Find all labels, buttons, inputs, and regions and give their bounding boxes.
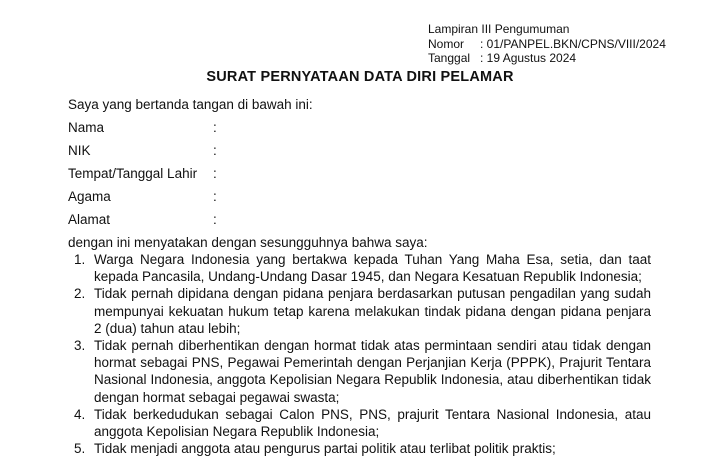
field-agama	[68, 189, 217, 204]
item-text: Warga Negara Indonesia yang bertakwa kepada Tuhan Yang Maha Esa, setia, dan taat kepada Pancasila, Undang-Undang Dasar 1945, dan Negara Kesatuan Republik Indonesia;	[94, 252, 651, 285]
list-item	[68, 337, 651, 406]
item-text: Tidak pernah diberhentikan dengan hormat tidak atas permintaan sendiri atau tidak dengan hormat sebagai PNS, Pegawai Pemerintah dengan Perjanjian Kerja (PPPK), Prajurit Tentara Nasional Indonesia, anggota Kepolisian Negara Republik Indonesia, atau diberhentikan tidak dengan hormat sebagai pegawai swasta;	[94, 338, 651, 405]
field-label: Agama	[68, 189, 111, 204]
intro-text: Saya yang bertanda tangan di bawah ini:	[68, 97, 313, 112]
attachment-tanggal	[428, 51, 666, 66]
field-label: Tempat/Tanggal Lahir	[68, 166, 198, 181]
field-nama	[68, 120, 217, 135]
list-item	[68, 285, 651, 337]
item-number: 1.	[74, 252, 86, 267]
field-alamat	[68, 212, 217, 227]
tanggal-value: : 19 Agustus 2024	[480, 51, 577, 65]
field-colon: :	[213, 189, 217, 204]
item-number: 4.	[74, 406, 86, 422]
item-text: Tidak berkedudukan sebagai Calon PNS, PNS, prajurit Tentara Nasional Indonesia, atau anggota Kepolisian Negara Republik Indonesia;	[94, 406, 651, 440]
list-item	[68, 440, 651, 457]
field-label: Nama	[68, 120, 105, 135]
item-number: 2.	[74, 286, 86, 302]
item-text: Tidak menjadi anggota atau pengurus partai politik atau terlibat politik praktis;	[94, 441, 556, 457]
nomor-label: Nomor	[428, 36, 465, 51]
field-colon: :	[213, 120, 217, 135]
field-colon: :	[213, 212, 217, 227]
item-number: 3.	[74, 338, 86, 354]
list-item	[68, 406, 651, 440]
field-tempat-tanggal-lahir	[68, 166, 217, 181]
nomor-value: : 01/PANPEL.BKN/CPNS/VIII/2024	[480, 36, 666, 51]
document-title: SURAT PERNYATAAN DATA DIRI PELAMAR	[206, 69, 514, 85]
list-item	[68, 251, 651, 285]
field-label: Alamat	[68, 212, 111, 227]
field-colon: :	[213, 166, 217, 181]
attachment-nomor	[428, 37, 666, 52]
attachment-title: Lampiran III Pengumuman	[428, 22, 570, 36]
field-colon: :	[213, 143, 217, 158]
item-number: 5.	[74, 441, 86, 457]
field-label: NIK	[68, 143, 91, 158]
attachment-header	[428, 22, 666, 66]
declaration-text: dengan ini menyatakan dengan sesungguhnya bahwa saya:	[68, 235, 428, 250]
statement-list	[68, 251, 651, 457]
tanggal-label: Tanggal	[428, 51, 471, 65]
attachment-line	[428, 22, 666, 37]
field-nik	[68, 143, 217, 158]
item-text: Tidak pernah dipidana dengan pidana penjara berdasarkan putusan pengadilan yang sudah mempunyai kekuatan hukum tetap karena melakukan tindak pidana dengan pidana penjara 2 (dua) tahun atau lebih;	[94, 286, 651, 336]
